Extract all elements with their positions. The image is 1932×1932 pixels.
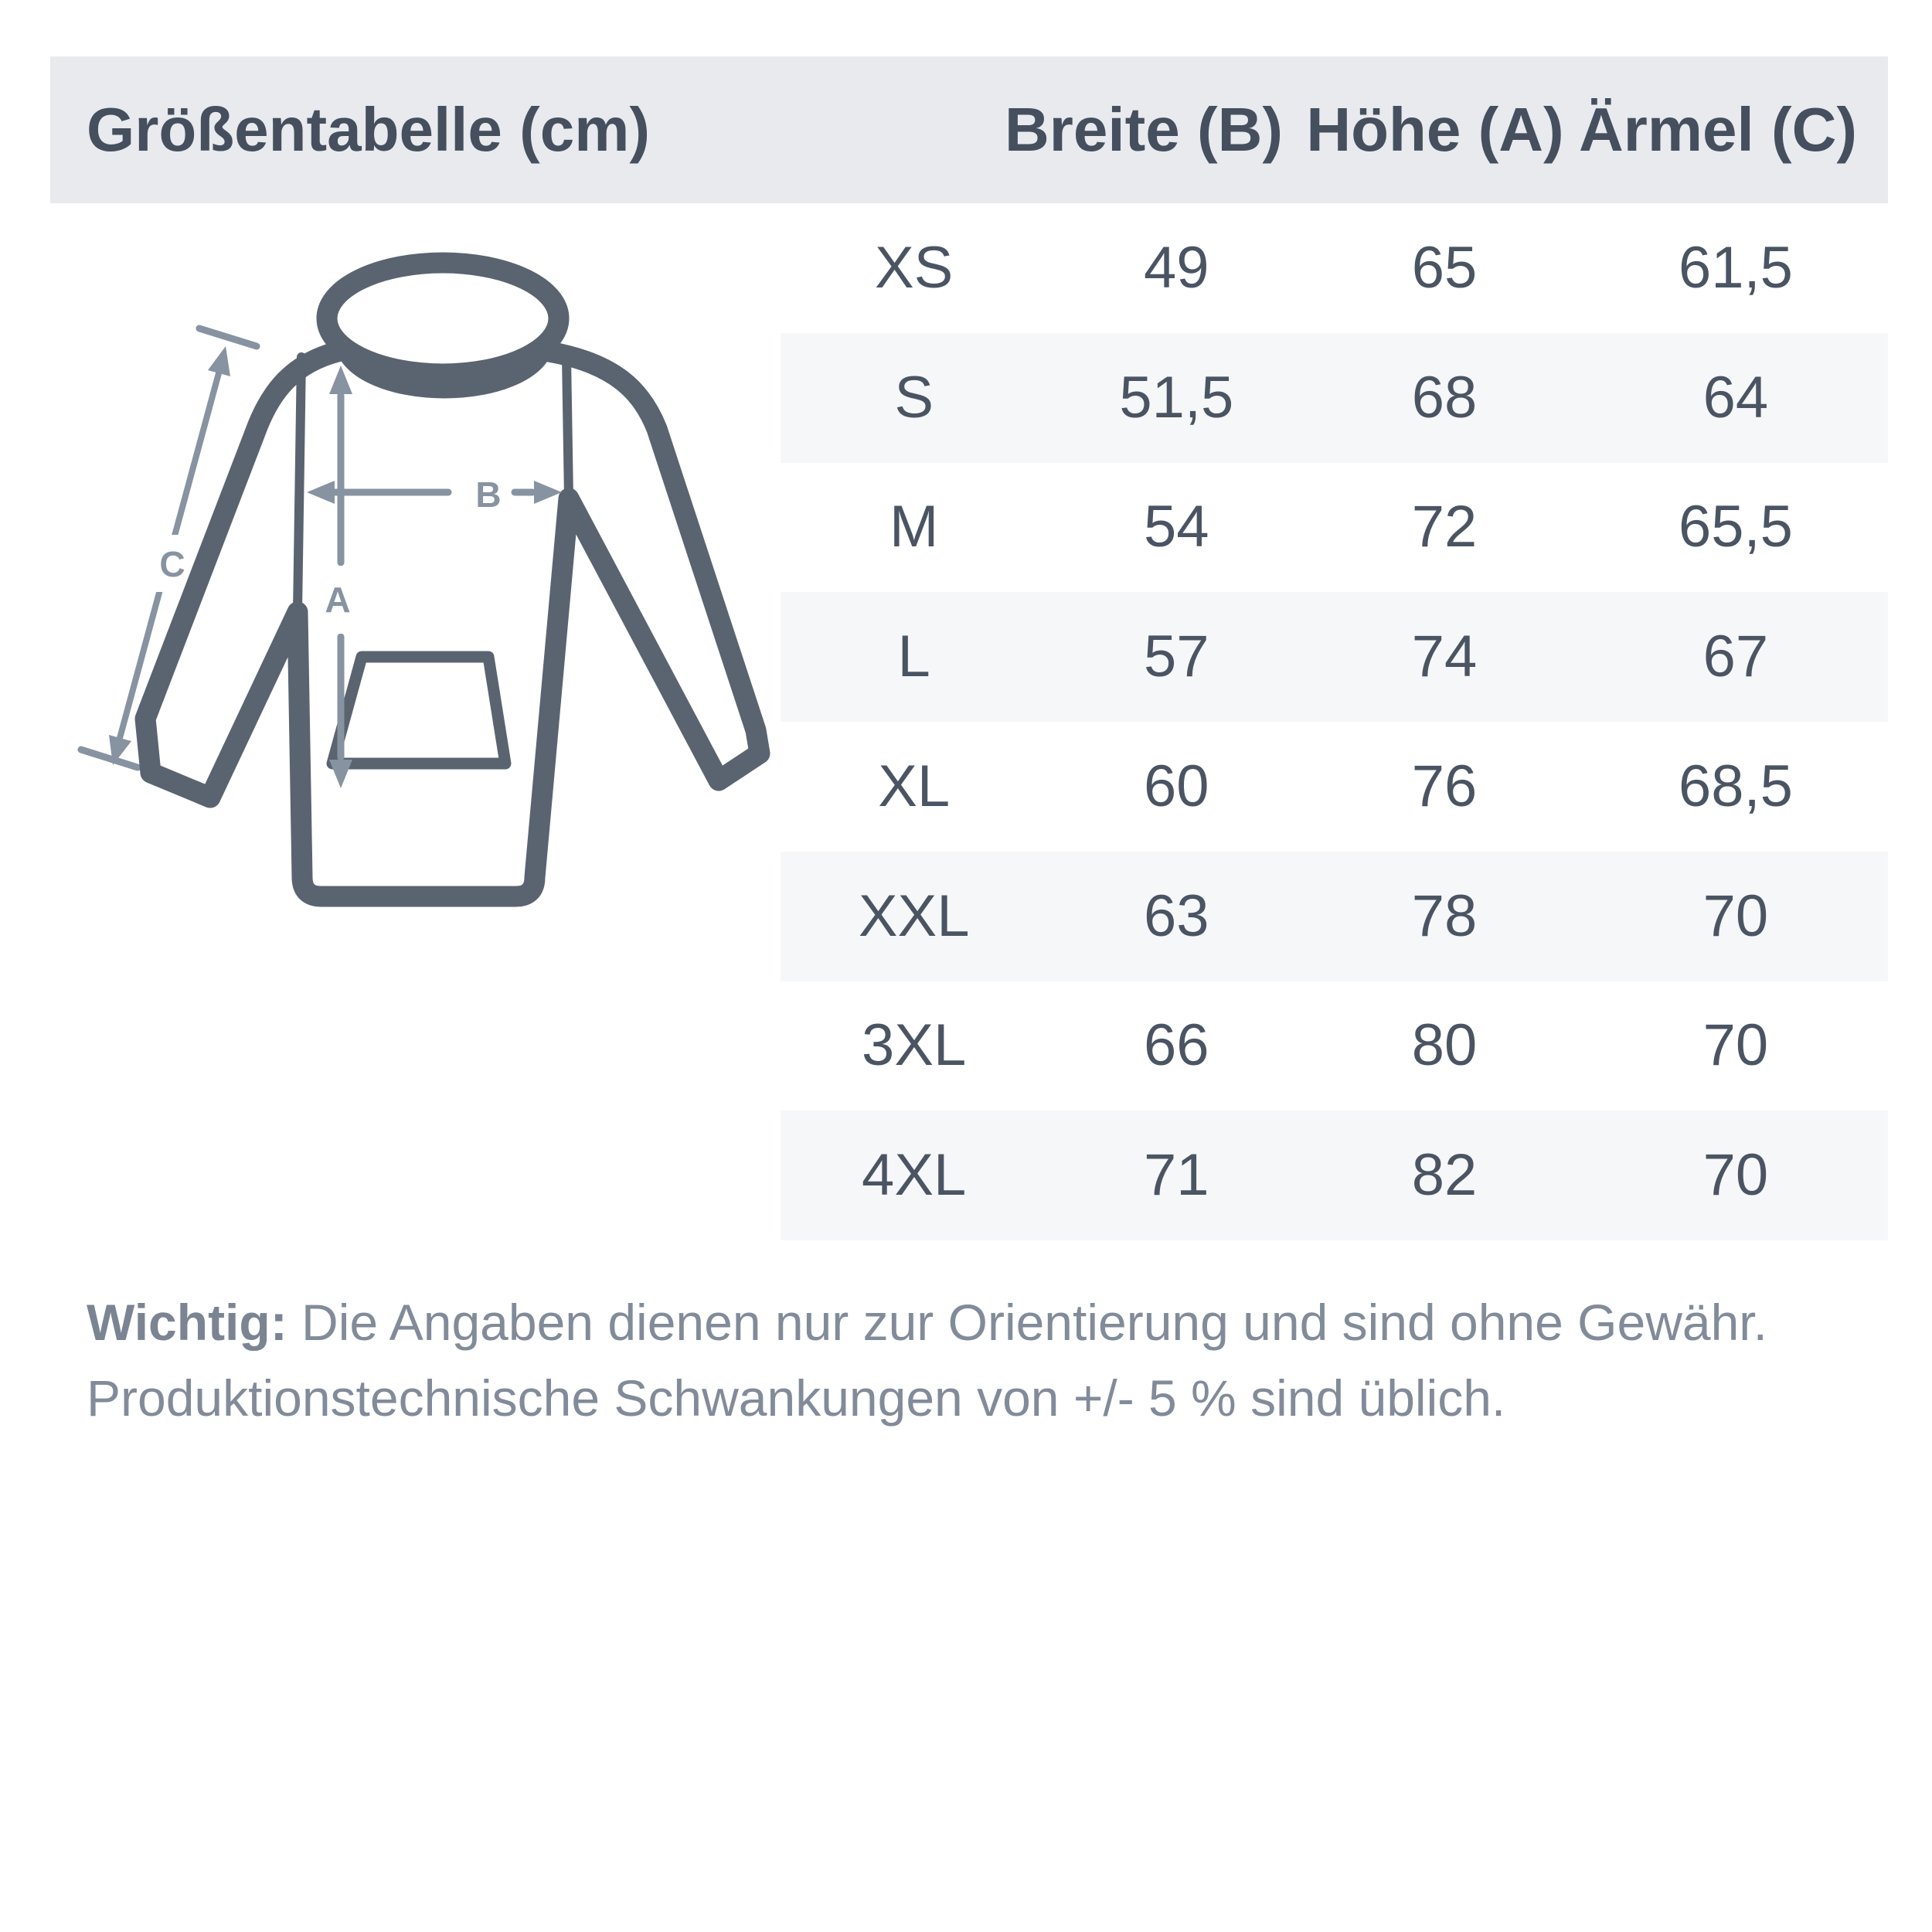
sleeve-tick-top xyxy=(199,328,257,346)
hoodie-outline xyxy=(145,263,760,896)
aermel-cell: 68,5 xyxy=(1678,753,1793,819)
table-row xyxy=(781,333,1888,463)
hoodie-body xyxy=(145,337,760,896)
disclaimer-line1 xyxy=(87,1294,1767,1351)
table-row xyxy=(781,1111,1888,1240)
hoehe-cell: 68 xyxy=(1411,364,1478,430)
aermel-cell: 70 xyxy=(1702,1142,1769,1209)
hood-front-ring xyxy=(327,263,559,374)
column-header-hoehe: Höhe (A) xyxy=(1306,95,1564,164)
table-row xyxy=(781,463,1888,593)
width-label: B xyxy=(475,474,502,515)
hoehe-cell: 74 xyxy=(1411,624,1478,690)
table-row xyxy=(781,852,1888,981)
breite-cell: 63 xyxy=(1144,883,1209,949)
size-cell: M xyxy=(889,494,939,560)
hoehe-cell: 80 xyxy=(1411,1012,1478,1079)
torso-right-seam xyxy=(566,357,569,498)
disclaimer-text2: Produktionstechnische Schwankungen von +/- 5 % sind üblich. xyxy=(87,1369,1506,1427)
column-header-breite: Breite (B) xyxy=(1004,95,1284,164)
breite-cell: 49 xyxy=(1144,234,1209,301)
hoehe-cell: 65 xyxy=(1411,234,1478,301)
hoodie-diagram-svg xyxy=(46,216,788,989)
size-cell: XL xyxy=(878,753,951,819)
size-cell: S xyxy=(894,364,934,430)
aermel-cell: 70 xyxy=(1702,1012,1769,1079)
table-header-band xyxy=(50,56,1888,203)
torso-left-seam xyxy=(298,357,301,612)
hoodie-measurement-diagram xyxy=(46,216,788,989)
size-cell: 3XL xyxy=(862,1012,967,1079)
kangaroo-pocket xyxy=(332,657,505,764)
hoehe-cell: 76 xyxy=(1411,753,1478,819)
table-row xyxy=(781,981,1888,1111)
table-row xyxy=(781,203,1888,333)
breite-cell: 66 xyxy=(1144,1012,1209,1079)
breite-cell: 60 xyxy=(1144,753,1209,819)
disclaimer-important-label: Wichtig: xyxy=(87,1294,287,1351)
breite-cell: 54 xyxy=(1144,494,1209,560)
hoehe-cell: 72 xyxy=(1411,494,1478,560)
aermel-cell: 61,5 xyxy=(1678,234,1793,301)
aermel-cell: 67 xyxy=(1702,624,1769,690)
sleeve-tick-bottom xyxy=(81,750,138,767)
size-chart-title: Größentabelle (cm) xyxy=(87,95,651,164)
column-header-aermel: Ärmel (C) xyxy=(1578,95,1858,164)
arrowhead-up-icon xyxy=(208,346,230,376)
aermel-cell: 70 xyxy=(1702,883,1769,949)
table-row xyxy=(781,592,1888,722)
table-row xyxy=(781,722,1888,852)
breite-cell: 71 xyxy=(1144,1142,1209,1209)
breite-cell: 57 xyxy=(1144,624,1209,690)
hoehe-cell: 82 xyxy=(1411,1142,1478,1209)
height-label: A xyxy=(325,580,351,620)
breite-cell: 51,5 xyxy=(1119,364,1234,430)
size-cell: L xyxy=(897,624,930,690)
hoehe-cell: 78 xyxy=(1411,883,1478,949)
aermel-cell: 64 xyxy=(1702,364,1769,430)
sleeve-label: C xyxy=(159,544,185,584)
size-cell: XXL xyxy=(858,883,970,949)
size-cell: XS xyxy=(874,234,954,301)
disclaimer xyxy=(87,1284,1887,1436)
aermel-cell: 65,5 xyxy=(1678,494,1793,560)
size-table xyxy=(781,203,1888,1240)
disclaimer-text1: Die Angaben dienen nur zur Orientierung und sind ohne Gewähr. xyxy=(287,1294,1767,1351)
size-cell: 4XL xyxy=(862,1142,967,1209)
